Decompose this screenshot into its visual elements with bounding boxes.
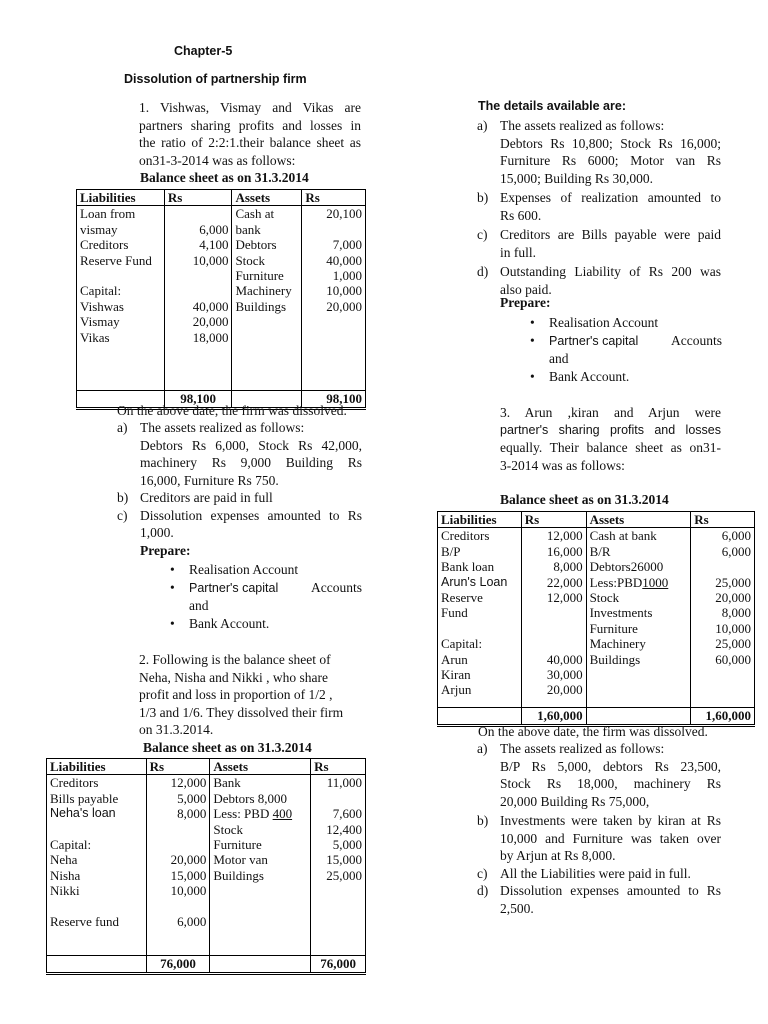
q2-asset-item: Bank <box>213 775 241 791</box>
q1-assets-rs-col <box>302 206 366 391</box>
q3-asset-rs: 6,000 <box>721 528 751 544</box>
q2-intro-line: profit and loss in proportion of 1/2 , <box>139 687 333 702</box>
q1-item-b: b) Creditors are paid in full <box>117 490 273 505</box>
q3-liab-item: Kiran <box>441 667 471 683</box>
q2-liabilities-col <box>47 775 147 956</box>
q1-header-rs: Rs <box>164 190 232 206</box>
q3-liab-rs: 40,000 <box>546 651 583 667</box>
q2-assets-rs-col <box>311 775 366 956</box>
q3-total-assets: 1,60,000 <box>691 708 755 725</box>
q1-total-liabilities: 98,100 <box>164 391 232 408</box>
q1-liab-rs: 40,000 <box>192 298 229 314</box>
q2-liab-rs: 20,000 <box>170 852 207 868</box>
q3-assets-rs-col <box>691 528 755 708</box>
q3-liab-rs: 22,000 <box>546 574 583 590</box>
q2-liab-rs: 5,000 <box>177 790 207 806</box>
q2-asset-item: Buildings <box>213 867 264 883</box>
chapter-heading: Chapter-5 <box>174 44 233 58</box>
q2-intro-line: Neha, Nisha and Nikki , who share <box>139 669 328 685</box>
q2-details-title: The details available are: <box>478 99 626 113</box>
q3-item-d: d) Dissolution expenses amounted to Rs 2,500. <box>477 883 721 916</box>
q3-asset-item: Cash at bank <box>589 528 657 544</box>
q1-liab-rs: 6,000 <box>199 221 229 237</box>
q1-item-a: a) The assets realized as follows: Debtors Rs 6,000, Stock Rs 42,000, machinery Rs 9,000 Building Rs 16,000, Furniture Rs 750. <box>117 420 362 488</box>
q1-asset-item: bank <box>235 221 261 237</box>
q2-total-liabilities: 76,000 <box>146 956 210 973</box>
q1-prepare-list <box>166 561 362 633</box>
q3-liab-item: Arun <box>441 651 468 667</box>
q3-intro-line: 3-2014 was as follows: <box>500 457 625 473</box>
q1-bullet-bank: • Bank Account. <box>166 615 362 633</box>
q1-asset-item: Stock <box>235 252 266 268</box>
q1-liab-item: Vikas <box>80 329 110 345</box>
q3-bs-title: Balance sheet as on 31.3.2014 <box>500 492 669 507</box>
q3-asset-item: Machinery <box>589 636 646 652</box>
q2-intro-line: 2. Following is the balance sheet of <box>139 652 331 667</box>
q3-intro-line: equally. Their balance sheet as on31- <box>500 440 721 455</box>
q1-liab-rs: 10,000 <box>192 252 229 268</box>
q2-bs-title: Balance sheet as on 31.3.2014 <box>143 740 312 755</box>
q2-liab-item: Nikki <box>50 883 80 899</box>
q2-asset-rs: 15,000 <box>326 852 362 868</box>
q1-after-text: On the above date, the firm was dissolved. <box>117 403 347 418</box>
q1-asset-rs: 20,000 <box>326 298 362 314</box>
q3-asset-item: B/R <box>589 543 611 559</box>
q3-liab-item: Creditors <box>441 528 490 544</box>
q3-liab-rs: 12,000 <box>546 528 583 544</box>
q3-assets-col <box>586 528 691 708</box>
q1-liab-item: Reserve Fund <box>80 252 152 268</box>
q3-asset-item: Debtors26000 <box>589 559 664 575</box>
q3-details-list <box>477 740 721 917</box>
q1-bullet-capital: • Partner's capital Accounts and <box>166 579 362 615</box>
q2-balance-sheet <box>46 758 366 975</box>
q3-item-c: c) All the Liabilities were paid in full. <box>477 865 691 881</box>
q1-header-assets: Assets <box>232 190 302 206</box>
q1-intro-line: on31-3-2014 was as follows: <box>139 152 296 168</box>
q3-header-assets: Assets <box>586 512 691 528</box>
q2-asset-item: Less: PBD 400 <box>213 806 293 822</box>
q1-details-list <box>117 419 362 542</box>
q3-header-rs: Rs <box>691 512 755 528</box>
q1-header-liabilities: Liabilities <box>77 190 165 206</box>
q3-item-b: b) Investments were taken by kiran at Rs 10,000 and Furniture was taken over by Arjun at Rs 8,000. <box>477 813 721 863</box>
q1-liab-item: Vishwas <box>80 298 124 314</box>
q2-header-assets: Assets <box>210 759 311 775</box>
q2-intro <box>139 651 369 739</box>
q3-asset-item: Buildings <box>589 651 641 667</box>
q3-intro-line: partner's sharing profits and losses <box>500 422 721 437</box>
q2-liab-item: Reserve fund <box>50 914 119 930</box>
q1-liab-rs: 20,000 <box>192 314 229 330</box>
q3-pbd-value: 1000 <box>642 574 669 590</box>
q2-liab-item: Bills payable <box>50 790 119 806</box>
q2-liab-item: Neha <box>50 852 78 868</box>
q1-total-assets: 98,100 <box>302 391 366 408</box>
q2-prepare: Prepare: <box>500 295 551 310</box>
q2-asset-item: Furniture <box>213 837 262 853</box>
q3-asset-rs: 60,000 <box>715 651 751 667</box>
q2-liab-rs: 6,000 <box>177 914 207 930</box>
q2-header-rs: Rs <box>311 759 366 775</box>
q2-asset-rs: 11,000 <box>326 775 362 791</box>
q1-liab-rs: 18,000 <box>192 329 229 345</box>
q1-asset-rs: 40,000 <box>326 252 362 268</box>
q1-item-c: c) Dissolution expenses amounted to Rs 1,000. <box>117 507 362 540</box>
q2-asset-item: Debtors 8,000 <box>213 790 288 806</box>
q1-liab-rs-col <box>164 206 232 391</box>
q2-asset-rs: 7,600 <box>332 806 362 822</box>
q2-asset-item: Stock <box>213 821 243 837</box>
q3-liab-item: Reserve <box>441 590 483 606</box>
q2-asset-rs: 25,000 <box>326 867 362 883</box>
q2-pbd-value: 400 <box>272 806 293 822</box>
q2-intro-line: on 31.3.2014. <box>139 722 214 737</box>
q2-liab-rs: 8,000 <box>177 806 207 822</box>
q3-balance-sheet <box>437 511 755 727</box>
q1-header-rs: Rs <box>302 190 366 206</box>
q3-asset-rs: 20,000 <box>715 590 751 606</box>
q1-asset-item: Machinery <box>235 283 292 299</box>
q3-asset-rs: 25,000 <box>715 574 751 590</box>
q3-liab-rs: 12,000 <box>546 590 583 606</box>
q1-liab-item: Capital: <box>80 283 122 299</box>
q3-asset-rs: 25,000 <box>715 636 751 652</box>
topic-heading: Dissolution of partnership firm <box>124 72 307 86</box>
q1-asset-item: Cash at <box>235 206 275 222</box>
q2-item-a: a) The assets realized as follows: Debtors Rs 10,800; Stock Rs 16,000; Furniture Rs 6000; Motor van Rs 15,000; Building Rs 30,000. <box>477 118 721 186</box>
q1-liab-item: Loan from <box>80 206 136 222</box>
q1-bs-title: Balance sheet as on 31.3.2014 <box>140 170 309 185</box>
q2-liab-rs: 12,000 <box>170 775 207 791</box>
q3-liab-rs: 8,000 <box>553 559 583 575</box>
q3-liab-rs-col <box>521 528 586 708</box>
q2-liab-item: Capital: <box>50 837 92 853</box>
q3-asset-rs: 6,000 <box>721 543 751 559</box>
q3-asset-item: Furniture <box>589 620 638 636</box>
q3-asset-rs: 8,000 <box>721 605 751 621</box>
q2-item-b: b) Expenses of realization amounted to Rs 600. <box>477 190 721 223</box>
q1-asset-rs: 20,100 <box>326 206 362 222</box>
q1-liab-item: vismay <box>80 221 118 237</box>
q2-bullet-realisation: • Realisation Account <box>526 314 722 332</box>
q2-liab-rs: 10,000 <box>170 883 207 899</box>
q1-liab-item: Vismay <box>80 314 120 330</box>
q2-liab-item: Neha's loan <box>50 806 116 821</box>
q3-liabilities-col <box>438 528 522 708</box>
q2-asset-item: Motor van <box>213 852 268 868</box>
q3-total-liabilities: 1,60,000 <box>521 708 586 725</box>
q2-details-list <box>477 117 721 298</box>
q2-liab-rs: 15,000 <box>170 867 207 883</box>
q1-prepare: Prepare: <box>140 543 191 558</box>
q2-liab-item: Nisha <box>50 867 81 883</box>
q3-liab-item: Arjun <box>441 682 472 698</box>
q1-intro-line: the ratio of 2:2:1.their balance sheet as <box>139 135 361 150</box>
q3-asset-item: Stock <box>589 590 620 606</box>
q1-liab-item <box>80 268 161 283</box>
q2-header-rs: Rs <box>146 759 210 775</box>
q2-header-liabilities: Liabilities <box>47 759 147 775</box>
q3-liab-rs: 16,000 <box>546 543 583 559</box>
q1-asset-rs: 10,000 <box>326 283 362 299</box>
q1-intro-line: partners sharing profits and losses in <box>139 117 361 133</box>
q2-liab-item: Creditors <box>50 775 99 791</box>
q3-liab-item: B/P <box>441 543 461 559</box>
q3-item-a: a) The assets realized as follows: B/P Rs 5,000, debtors Rs 23,500, Stock Rs 18,000, machinery Rs 20,000 Building Rs 75,000, <box>477 741 721 809</box>
q2-intro-line: 1/3 and 1/6. They dissolved their firm <box>139 704 344 720</box>
q3-liab-item: Bank loan <box>441 559 495 575</box>
q2-prepare-list <box>526 314 722 386</box>
q2-bullet-bank: • Bank Account. <box>526 368 722 386</box>
q1-asset-item: Debtors <box>235 237 277 253</box>
q3-header-liabilities: Liabilities <box>438 512 522 528</box>
q3-liab-rs: 20,000 <box>546 682 583 698</box>
q2-item-c: c) Creditors are Bills payable were paid in full. <box>477 227 721 260</box>
q1-intro-line: 1. Vishwas, Vismay and Vikas are <box>139 100 361 115</box>
q1-balance-sheet <box>76 189 366 410</box>
q3-liab-item: Arun's Loan <box>441 574 508 589</box>
q1-bullet-realisation: • Realisation Account <box>166 561 362 579</box>
q3-intro-line: 3. Arun ,kiran and Arjun were <box>500 405 721 420</box>
q1-asset-item: Buildings <box>235 298 287 314</box>
q3-liab-rs: 30,000 <box>546 667 583 683</box>
q3-liab-item: Capital: <box>441 636 483 652</box>
q1-asset-rs: 7,000 <box>332 237 362 253</box>
q3-asset-rs: 10,000 <box>715 620 751 636</box>
q2-bullet-capital: • Partner's capital Accounts and <box>526 332 722 368</box>
q2-asset-rs: 12,400 <box>326 821 362 837</box>
q3-liab-item: Fund <box>441 605 468 621</box>
q2-asset-rs: 5,000 <box>332 837 362 853</box>
q3-intro <box>500 404 721 474</box>
q3-after-text: On the above date, the firm was dissolved. <box>478 724 708 739</box>
q1-asset-item: Furniture <box>235 268 284 284</box>
q2-liab-rs-col <box>146 775 210 956</box>
q2-item-d: d) Outstanding Liability of Rs 200 was also paid. <box>477 264 721 297</box>
q1-assets-col <box>232 206 302 391</box>
q1-liabilities-col <box>77 206 165 391</box>
q2-total-assets: 76,000 <box>311 956 366 973</box>
q1-intro <box>139 99 361 169</box>
q3-asset-item: Investments <box>589 605 653 621</box>
q1-asset-rs: 1,000 <box>332 268 362 284</box>
q3-asset-item: Less:PBD1000 <box>589 574 669 590</box>
q3-header-rs: Rs <box>521 512 586 528</box>
q2-assets-col <box>210 775 311 956</box>
q1-liab-item: Creditors <box>80 237 129 253</box>
q1-liab-rs: 4,100 <box>199 237 229 253</box>
